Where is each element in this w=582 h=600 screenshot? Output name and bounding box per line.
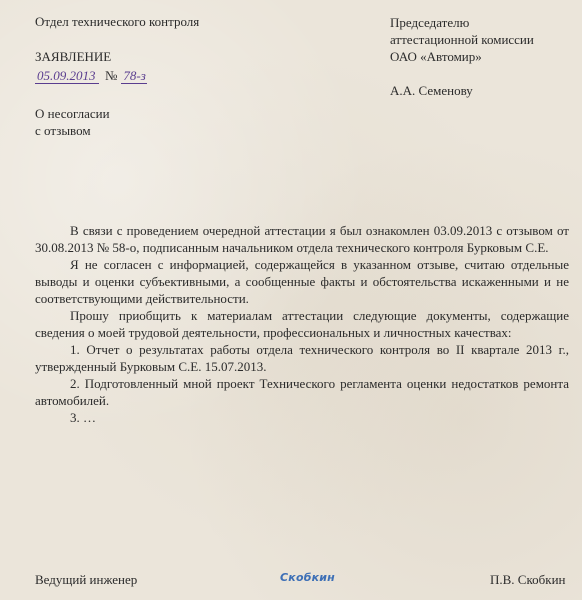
date-number-row [35,68,147,84]
document-type: ЗАЯВЛЕНИЕ [35,49,112,64]
document-subject [35,105,110,139]
body-paragraph-3: Прошу приобщить к материалам аттестации следующие документы, содержащие сведения о моей трудовой деятельности, профессиональных и личностных качествах: [35,308,569,340]
signer-position: Ведущий инженер [35,572,138,587]
body-paragraph-1: В связи с проведением очередной аттестации я был ознакомлен 03.09.2013 с отзывом от 30.08.2013 № 58-о, подписанным начальником отдела технического контроля Бурковым С.Е. [35,223,569,255]
recipient-line-3: ОАО «Автомир» [390,49,482,64]
subject-line-1: О несогласии [35,106,110,121]
subject-line-2: с отзывом [35,123,91,138]
recipient-block [390,14,534,99]
recipient-line-2: аттестационной комиссии [390,32,534,47]
body-paragraph-2: Я не согласен с информацией, содержащейся в указанном отзыве, считаю отдельные выводы и оценки субъективными, а сообщенные факты и обстоятельства искаженными и не соответствующими действительности. [35,257,569,306]
signer-name: П.В. Скобкин [490,572,566,587]
list-item-1: 1. Отчет о результатах работы отдела технического контроля во II квартале 2013 г., утвержденный Бурковым С.Е. 15.07.2013. [35,342,569,374]
department-name: Отдел технического контроля [35,14,200,29]
handwritten-signature: Скобкин [280,571,335,584]
list-item-3: 3. … [70,410,96,425]
recipient-line-1: Председателю [390,15,470,30]
document-date: 05.09.2013 [35,69,99,84]
document-body [35,222,569,426]
list-item-2: 2. Подготовленный мной проект Технического регламента оценки недостатков ремонта автомобилей. [35,376,569,408]
recipient-name: А.А. Семенову [390,83,473,98]
document-number: 78-з [123,68,146,83]
number-sign: № [105,68,118,83]
